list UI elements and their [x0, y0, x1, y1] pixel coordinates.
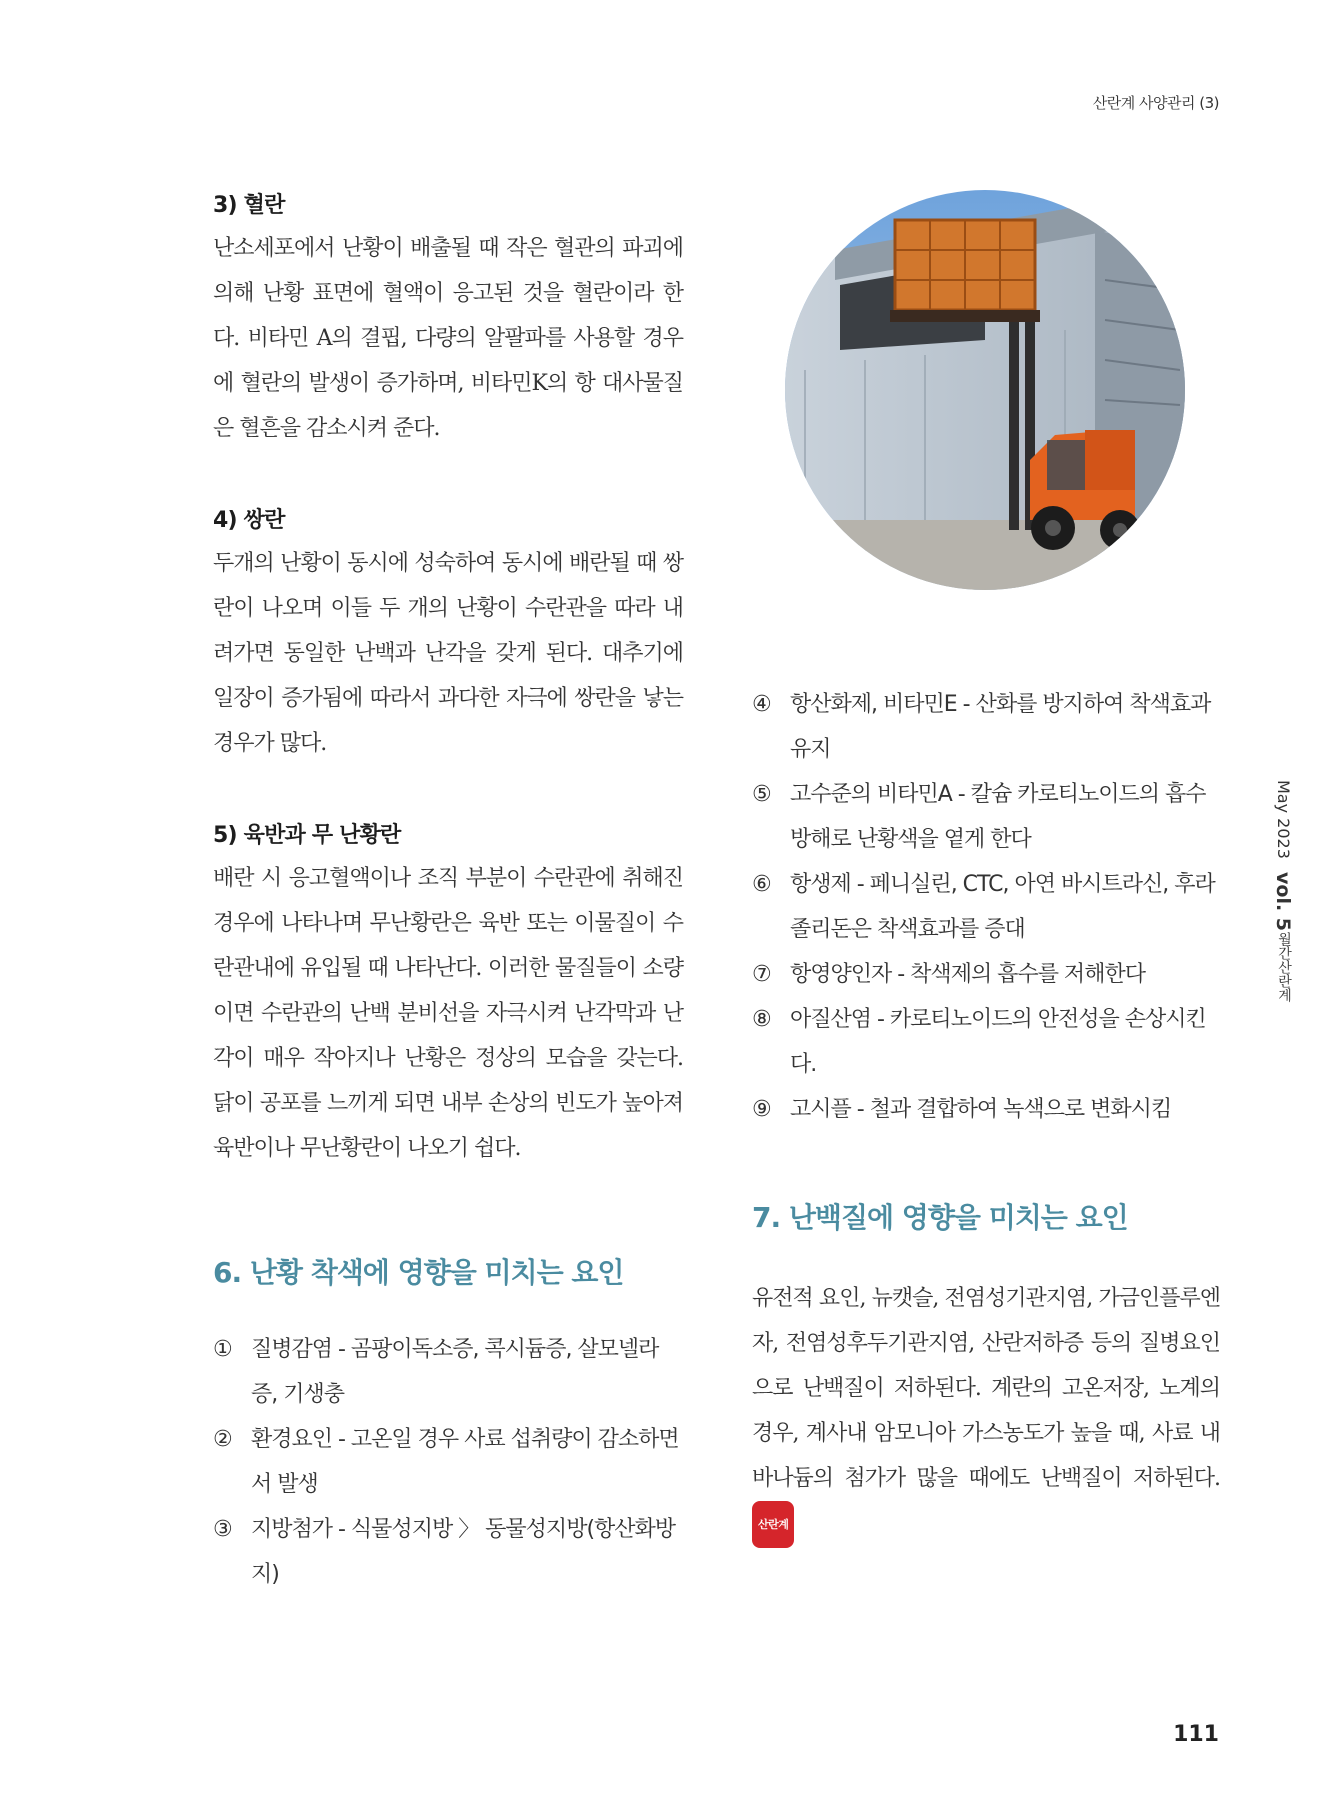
list-item: ① 질병감염 - 곰팡이독소증, 콕시듐증, 살모넬라증, 기생충 [213, 1337, 659, 1407]
page-number: 111 [1173, 1722, 1219, 1747]
running-header: 산란계 사양관리 (3) [1092, 94, 1219, 112]
section-blood-spot [213, 186, 683, 451]
magazine-name: 월간산란계 [1276, 932, 1292, 1002]
list-item: ⑦ 항영양인자 - 착색제의 흡수를 저해한다 [752, 962, 1145, 987]
list-item: ⑧ 아질산염 - 카로티노이드의 안전성을 손상시킨다. [752, 1007, 1206, 1077]
section6-list-right [752, 682, 1220, 1132]
list-item: ③ 지방첨가 - 식물성지방 〉 동물성지방(항산화방지) [213, 1517, 676, 1587]
section7-title: 7. 난백질에 영향을 미치는 요인 [752, 1201, 1128, 1234]
section6-title: 6. 난황 착색에 영향을 미치는 요인 [213, 1256, 624, 1289]
subsection-title: 4) 쌍란 [213, 508, 285, 533]
section6-list-left [213, 1327, 683, 1597]
issue-sidebar [1272, 780, 1294, 931]
section-double-yolk [213, 501, 683, 766]
list-item: ② 환경요인 - 고온일 경우 사료 섭취량이 감소하면서 발생 [213, 1427, 679, 1497]
left-column [213, 186, 683, 1597]
right-column [752, 682, 1220, 1548]
subsection-title: 3) 혈란 [213, 193, 285, 218]
issue-volume: vol. 5 [1272, 871, 1294, 931]
forklift-photo [785, 190, 1185, 590]
subsection-body: 배란 시 응고혈액이나 조직 부분이 수란관에 취해진 경우에 나타나며 무난황란은 육반 또는 이물질이 수란관내에 유입될 때 나타난다. 이러한 물질들이 소량이면 수란관의 난백 분비선을 자극시켜 난각막과 난각이 매우 작아지나 난황은 정상의 모습을 갖는다. 닭이 공포를 느끼게 되면 내부 손상의 빈도가 높아져 육반이나 무난황란이 나오기 쉽다. [213, 866, 683, 1161]
magazine-logo-badge: 산란계 [752, 1501, 794, 1548]
section7-body: 유전적 요인, 뉴캣슬, 전염성기관지염, 가금인플루엔자, 전염성후두기관지염, 산란저하증 등의 질병요인으로 난백질이 저하된다. 계란의 고온저장, 노계의 경우, 계사내 암모니아 가스농도가 높을 때, 사료 내 바나듐의 첨가가 많을 때에도 난백질이 저하된다. 산란계 [752, 1276, 1220, 1548]
issue-date: May 2023 [1274, 780, 1293, 859]
subsection-body: 두개의 난황이 동시에 성숙하여 동시에 배란될 때 쌍란이 나오며 이들 두 개의 난황이 수란관을 따라 내려가면 동일한 난백과 난각을 갖게 된다. 대추기에 일장이 증가됨에 따라서 과다한 자극에 쌍란을 낳는 경우가 많다. [213, 551, 683, 756]
subsection-title: 5) 육반과 무 난황란 [213, 823, 401, 848]
list-item: ⑤ 고수준의 비타민A - 칼슘 카로티노이드의 흡수 방해로 난황색을 옅게 한다 [752, 782, 1206, 852]
list-item: ⑨ 고시플 - 철과 결합하여 녹색으로 변화시킴 [752, 1097, 1172, 1122]
list-item: ⑥ 항생제 - 페니실린, CTC, 아연 바시트라신, 후라졸리돈은 착색효과를 증대 [752, 872, 1215, 942]
subsection-body: 난소세포에서 난황이 배출될 때 작은 혈관의 파괴에 의해 난황 표면에 혈액이 응고된 것을 혈란이라 한다. 비타민 A의 결핍, 다량의 알팔파를 사용할 경우에 혈란의 발생이 증가하며, 비타민K의 항 대사물질은 혈흔을 감소시켜 준다. [213, 236, 683, 441]
section-meat-spot [213, 816, 683, 1171]
list-item: ④ 항산화제, 비타민E - 산화를 방지하여 착색효과 유지 [752, 692, 1211, 762]
